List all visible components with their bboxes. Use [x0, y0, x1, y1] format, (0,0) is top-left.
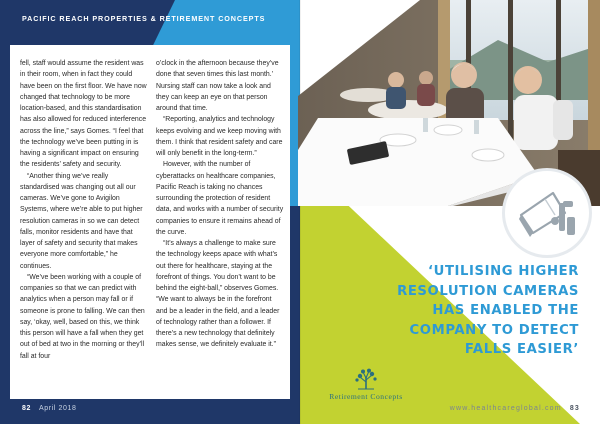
- tree-logo-icon: [354, 368, 378, 390]
- text-column-2: [156, 58, 284, 351]
- paragraph: “Reporting, analytics and technology keeps evolving and we keep moving with them. I think that resident safety and care will only benefit in the long-term.”: [156, 116, 283, 157]
- paragraph: However, with the number of cyberattacks on healthcare companies, Pacific Reach is taking no chances surrounding the protection of resident data, and works with a number of security companies to ensure it remains ahead of the curve.: [156, 161, 284, 236]
- paragraph: “Another thing we’ve really standardised was changing out all our cameras. We’ve gone to Avigilon Systems, where we’re able to put higher resolution cameras in so we can detect falls, monitor residents and have that layer of safety and security that makes everyone more comfortable,” he continues.: [20, 172, 143, 270]
- pull-quote-line: HAS ENABLED THE: [432, 303, 579, 318]
- pull-quote-line: ‘UTILISING HIGHER: [428, 264, 579, 279]
- logo-wordmark: Retirement Concepts: [329, 392, 403, 401]
- section-header: PACIFIC REACH PROPERTIES & RETIREMENT CONCEPTS: [22, 14, 266, 23]
- security-camera-icon: [515, 181, 579, 245]
- article-text-panel: [10, 45, 290, 399]
- paragraph: o’clock in the afternoon because they’ve done that seven times this last month.’ Nursing staff can now take a look and they can keep an eye on that person around that time.: [156, 60, 279, 112]
- page-number: 83: [569, 405, 580, 412]
- edition-date: April 2018: [39, 405, 77, 412]
- camera-badge: [502, 168, 592, 258]
- footer-left: [22, 405, 77, 412]
- pull-quote-line: FALLS EASIER’: [464, 342, 579, 357]
- pull-quote-line: COMPANY TO DETECT: [409, 322, 579, 338]
- retirement-concepts-logo: [304, 368, 434, 408]
- pull-quote-line: RESOLUTION CAMERAS: [397, 283, 579, 299]
- footer-right: [450, 405, 580, 412]
- pull-quote: [339, 262, 579, 360]
- paragraph: “It’s always a challenge to make sure the technology keeps apace with what’s out there for healthcare, staying at the forefront of things. You don’t want to be behind the eight-ball,” observes Gomes. “We want to always be in the forefront and be a leader in the field, and a leader of technology rather than a follower. If there’s a new technology that definitely makes sense, we definitely evaluate it.”: [156, 240, 280, 349]
- paragraph: fell, staff would assume the resident was in their room, when in fact they could have been on the first floor. We have now changed that technology to be more location-based, and this standardisation has also allowed for reduced interference across the line,” says Gomes. “I feel that the technology we’ve been putting in is having a significant impact on ensuring the residents’ safety and security.: [20, 60, 147, 169]
- page-number: 82: [22, 405, 31, 412]
- paragraph: “We’ve been working with a couple of companies so that we can predict with analytics when a person may fall or if someone is prone to falling. We can then say, ‘okay, well, based on this, we think this person will have a fall when they get out of bed at two in the morning or they’ll fall at four: [20, 273, 145, 360]
- text-column-1: [20, 58, 148, 362]
- website-url: www.healthcareglobal.com: [449, 405, 562, 412]
